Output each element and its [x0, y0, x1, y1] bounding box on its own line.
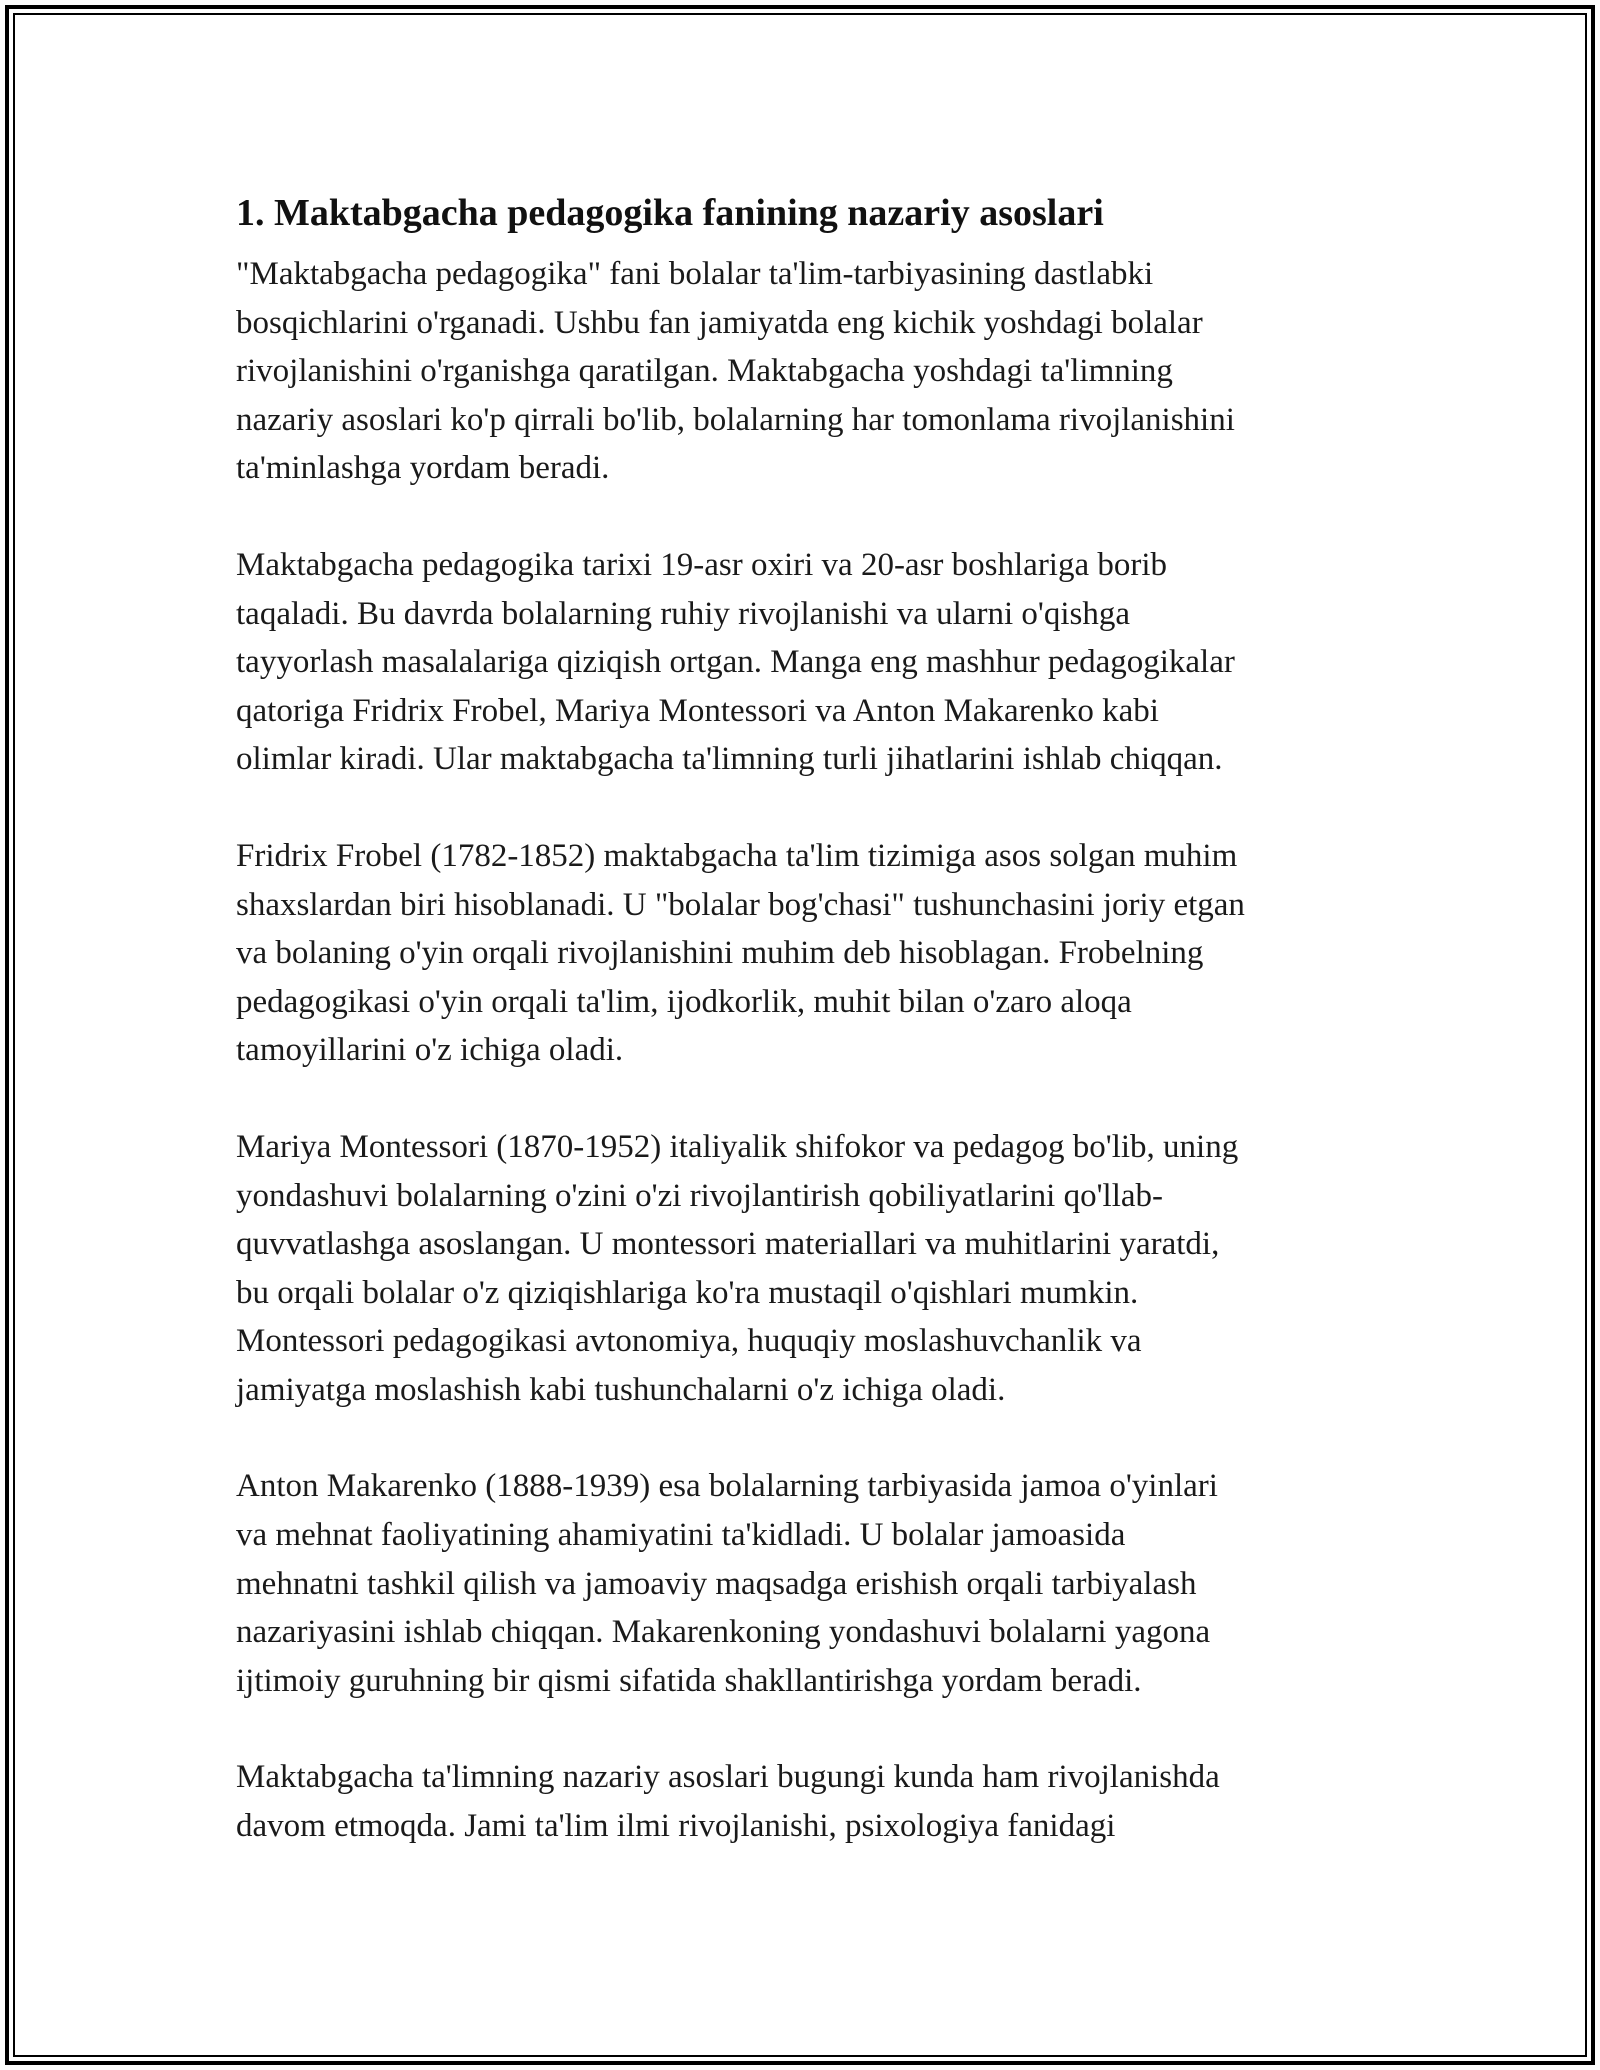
text-line: va bolaning o'yin orqali rivojlanishini muhim deb hisoblagan. Frobelning — [236, 935, 1204, 972]
paragraph-montessori — [236, 1123, 1376, 1415]
text-line: quvvatlashga asoslangan. U montessori materiallari va muhitlarini yaratdi, — [236, 1226, 1220, 1263]
text-line: va mehnat faoliyatining ahamiyatini ta'kidladi. U bolalar jamoasida — [236, 1517, 1126, 1554]
text-line: Fridrix Frobel (1782-1852) maktabgacha ta'lim tizimiga asos solgan muhim — [236, 837, 1238, 874]
text-line: tayyorlash masalalariga qiziqish ortgan. Manga eng mashhur pedagogikalar — [236, 644, 1235, 681]
text-line: olimlar kiradi. Ular maktabgacha ta'limning turli jihatlarini ishlab chiqqan. — [236, 741, 1223, 778]
text-line: davom etmoqda. Jami ta'lim ilmi rivojlanishi, psixologiya fanidagi — [236, 1808, 1116, 1845]
text-line: bu orqali bolalar o'z qiziqishlariga ko'ra mustaqil o'qishlari mumkin. — [236, 1274, 1139, 1311]
text-line: mehnatni tashkil qilish va jamoaviy maqsadga erishish orqali tarbiyalash — [236, 1565, 1197, 1602]
paragraph-history — [236, 541, 1376, 784]
text-line: shaxslardan biri hisoblanadi. U "bolalar bog'chasi" tushunchasini joriy etgan — [236, 886, 1245, 923]
text-line: Montessori pedagogikasi avtonomiya, huquqiy moslashuvchanlik va — [236, 1323, 1142, 1360]
text-line: qatoriga Fridrix Frobel, Mariya Montessori va Anton Makarenko kabi — [236, 692, 1159, 729]
document-body — [236, 188, 1376, 1899]
paragraph-frobel — [236, 832, 1376, 1075]
section-heading: 1. Maktabgacha pedagogika fanining nazariy asoslari — [236, 192, 1104, 234]
text-line: Maktabgacha pedagogika tarixi 19-asr oxiri va 20-asr boshlariga borib — [236, 546, 1168, 583]
text-line: Mariya Montessori (1870-1952) italiyalik shifokor va pedagog bo'lib, uning — [236, 1128, 1239, 1165]
text-line: ijtimoiy guruhning bir qismi sifatida shakllantirishga yordam beradi. — [236, 1662, 1142, 1699]
paragraph-intro — [236, 250, 1376, 493]
text-line: tamoyillarini o'z ichiga oladi. — [236, 1032, 624, 1069]
text-line: nazariy asoslari ko'p qirrali bo'lib, bolalarning har tomonlama rivojlanishini — [236, 401, 1235, 438]
text-line: yondashuvi bolalarning o'zini o'zi rivojlantirish qobiliyatlarini qo'llab- — [236, 1177, 1163, 1214]
text-line: nazariyasini ishlab chiqqan. Makarenkoning yondashuvi bolalarni yagona — [236, 1614, 1211, 1651]
text-line: jamiyatga moslashish kabi tushunchalarni o'z ichiga oladi. — [236, 1371, 1006, 1408]
paragraph-makarenko — [236, 1462, 1376, 1705]
text-line: Maktabgacha ta'limning nazariy asoslari bugungi kunda ham rivojlanishda — [236, 1759, 1220, 1796]
text-line: pedagogikasi o'yin orqali ta'lim, ijodkorlik, muhit bilan o'zaro aloqa — [236, 983, 1132, 1020]
text-line: "Maktabgacha pedagogika" fani bolalar ta'lim-tarbiyasining dastlabki — [236, 256, 1154, 292]
text-line: ta'minlashga yordam beradi. — [236, 450, 610, 487]
text-line: rivojlanishini o'rganishga qaratilgan. Maktabgacha yoshdagi ta'limning — [236, 353, 1173, 390]
text-line: bosqichlarini o'rganadi. Ushbu fan jamiyatda eng kichik yoshdagi bolalar — [236, 304, 1203, 341]
text-line: taqaladi. Bu davrda bolalarning ruhiy rivojlanishi va ularni o'qishga — [236, 595, 1130, 632]
text-line: Anton Makarenko (1888-1939) esa bolalarning tarbiyasida jamoa o'yinlari — [236, 1468, 1218, 1505]
paragraph-conclusion — [236, 1753, 1376, 1850]
